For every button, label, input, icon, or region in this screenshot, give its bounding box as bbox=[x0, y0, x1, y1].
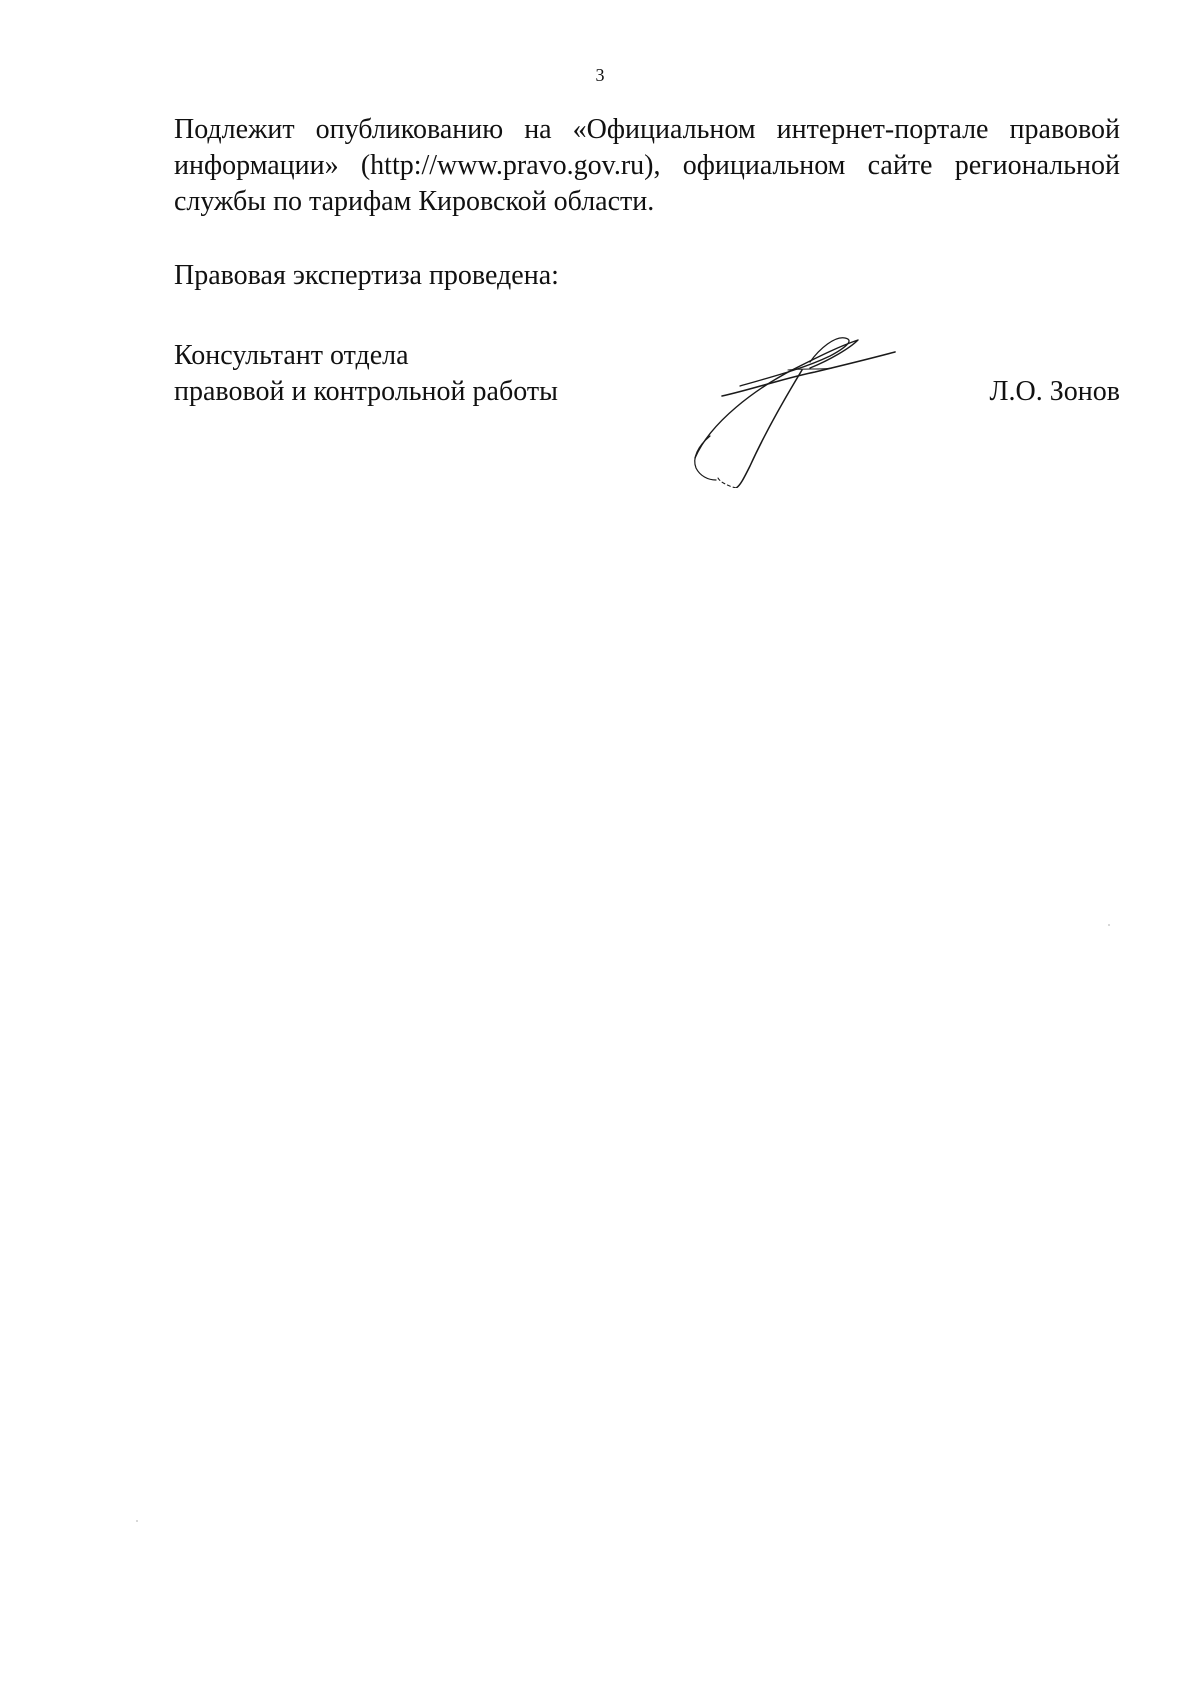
signatory-name: Л.О. Зонов bbox=[989, 376, 1120, 407]
page-number: 3 bbox=[595, 65, 605, 85]
handwritten-signature bbox=[670, 328, 900, 488]
signatory-position-line-1: Консультант отдела bbox=[174, 340, 409, 371]
signatory-position-line-2: правовой и контрольной работы bbox=[174, 376, 558, 407]
scan-speck bbox=[136, 1520, 138, 1522]
scan-speck bbox=[1108, 924, 1110, 926]
signatory-position bbox=[174, 338, 558, 410]
legal-review-statement: Правовая экспертиза проведена: bbox=[174, 260, 559, 291]
publication-notice: Подлежит опубликованию на «Официальном интернет-портале правовой информации» (http://www.pravo.gov.ru), официальном сайте региональной службы по тарифам Кировской области. bbox=[174, 114, 1120, 217]
